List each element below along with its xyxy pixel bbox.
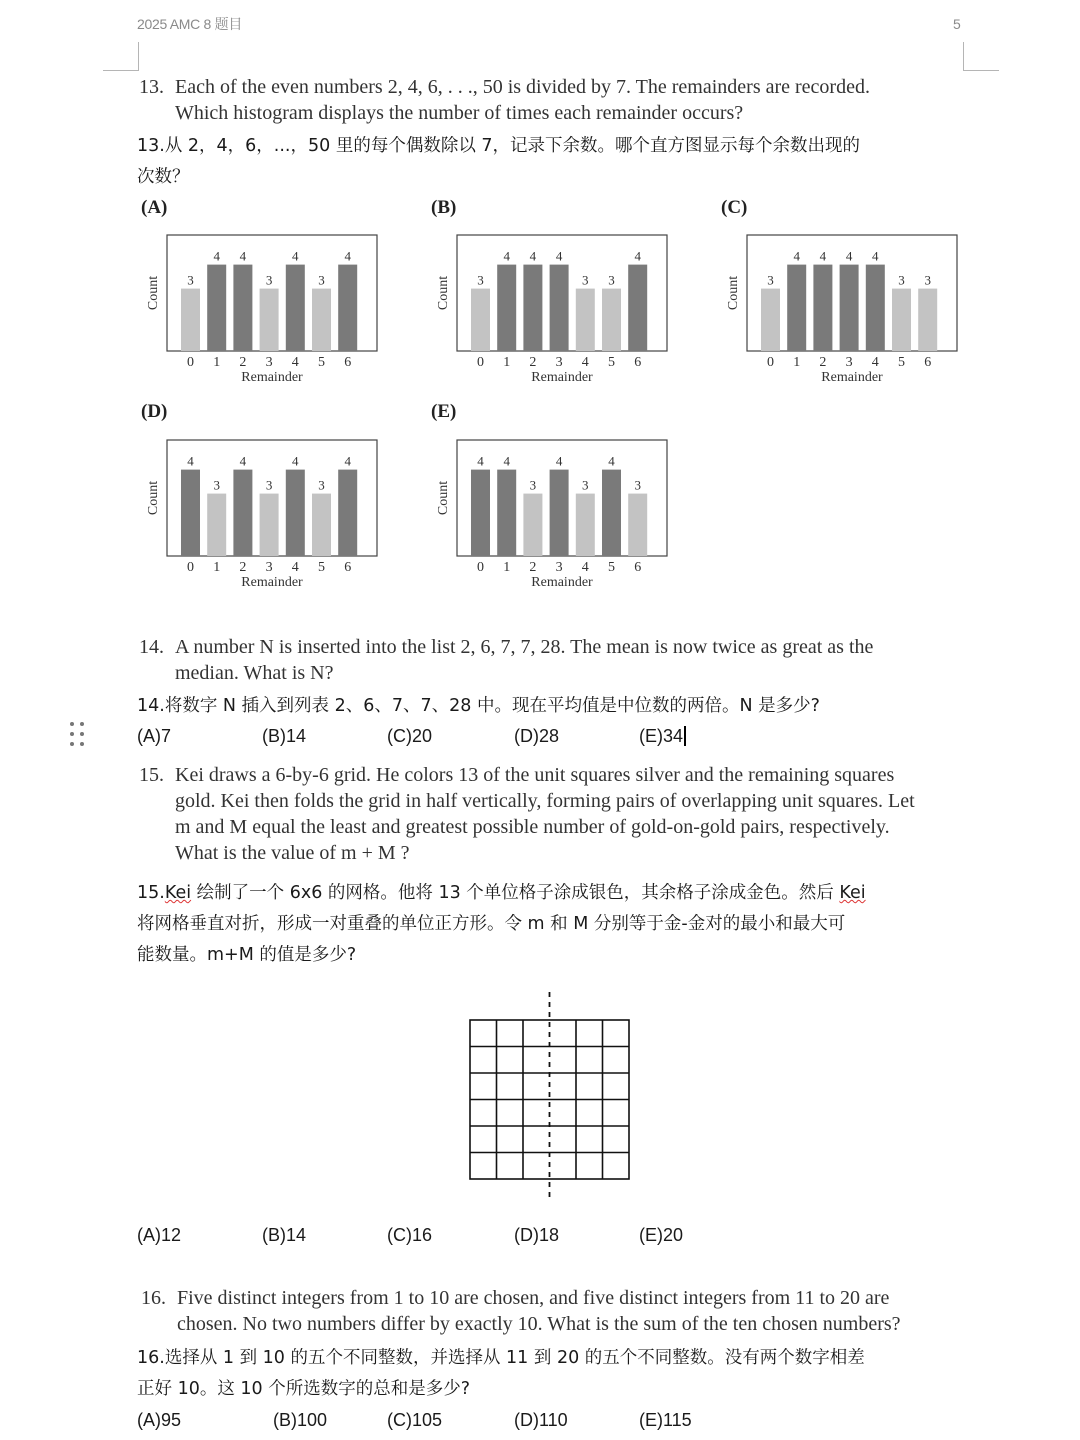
q15-en-line4: What is the value of m + M ? — [175, 842, 410, 864]
x-tick-label: 3 — [265, 355, 273, 370]
histogram-bar — [602, 289, 621, 351]
q15-choice-b[interactable]: (B)14 — [262, 1225, 307, 1245]
bar-value-label: 3 — [265, 272, 273, 288]
histogram-bar — [602, 470, 621, 556]
bar-value-label: 4 — [608, 453, 615, 469]
bar-value-label: 4 — [819, 248, 827, 264]
q16-en-line2: chosen. No two numbers differ by exactly 10. What is the sum of the ten chosen numbers? — [177, 1313, 901, 1335]
x-axis-label: Remainder — [531, 370, 593, 385]
q15-en-line1: Kei draws a 6-by-6 grid. He colors 13 of the unit squares silver and the remaining squares — [175, 764, 895, 786]
page-header-title: 2025 AMC 8 题目 — [137, 16, 243, 32]
histogram-bar — [181, 470, 200, 556]
histogram-svg — [720, 225, 960, 390]
bar-value-label: 3 — [213, 477, 220, 493]
histogram-bar — [523, 494, 542, 556]
x-tick-label: 0 — [767, 355, 774, 370]
q16-number: 16. — [141, 1287, 166, 1309]
histogram-bar — [523, 265, 542, 351]
bar-value-label: 4 — [872, 248, 879, 264]
x-axis-label: Remainder — [241, 575, 303, 590]
histogram-bar — [312, 494, 331, 556]
bar-value-label: 4 — [503, 248, 510, 264]
x-tick-label: 3 — [555, 355, 563, 370]
x-axis-label: Remainder — [241, 370, 303, 385]
q13-english — [139, 74, 969, 126]
histogram-bar — [761, 289, 780, 351]
bar-value-label: 3 — [767, 272, 774, 288]
histogram-bar — [866, 265, 885, 351]
bar-value-label: 3 — [318, 477, 325, 493]
histogram-svg — [140, 430, 380, 595]
q15-choice-a[interactable]: (A)12 — [137, 1225, 182, 1245]
histogram-bar — [550, 470, 569, 556]
q15-cn-prefix: 15. — [137, 883, 165, 903]
histogram-bar — [286, 265, 305, 351]
q15-en-line2: gold. Kei then folds the grid in half vertically, forming pairs of overlapping unit squares. Let — [175, 790, 915, 812]
x-tick-label: 2 — [819, 355, 827, 370]
histogram-c — [720, 225, 960, 395]
histogram-bar — [181, 289, 200, 351]
bar-value-label: 4 — [344, 248, 351, 264]
x-tick-label: 1 — [213, 355, 221, 370]
histogram-bar — [892, 289, 911, 351]
q13-en-line2: Which histogram displays the number of times each remainder occurs? — [175, 102, 744, 124]
q15-english — [139, 762, 969, 866]
x-tick-label: 2 — [529, 560, 537, 575]
q13-chinese — [137, 131, 977, 193]
bar-value-label: 3 — [608, 272, 615, 288]
bar-value-label: 4 — [793, 248, 800, 264]
q16-choice-a[interactable]: (A)95 — [137, 1410, 182, 1430]
margin-corner-top-left — [103, 42, 139, 71]
bar-value-label: 4 — [845, 248, 853, 264]
q14-english — [139, 634, 969, 686]
bar-value-label: 3 — [529, 477, 537, 493]
q14-en-line2: median. What is N? — [175, 662, 334, 684]
bar-value-label: 4 — [213, 248, 220, 264]
histogram-svg — [430, 430, 670, 595]
histogram-label-c[interactable]: (C) — [721, 197, 748, 218]
histogram-svg — [430, 225, 670, 390]
bar-value-label: 3 — [898, 272, 905, 288]
x-tick-label: 0 — [477, 355, 484, 370]
histogram-bar — [338, 265, 357, 351]
bar-value-label: 3 — [634, 477, 641, 493]
x-tick-label: 2 — [529, 355, 537, 370]
histogram-d — [140, 430, 380, 600]
q16-choice-c[interactable]: (C)105 — [387, 1410, 443, 1430]
bar-value-label: 4 — [187, 453, 194, 469]
q13-number: 13. — [139, 76, 164, 98]
x-tick-label: 4 — [581, 560, 589, 575]
q15-cn-line3: 能数量。m+M 的值是多少? — [137, 945, 357, 965]
q15-choice-d[interactable]: (D)18 — [514, 1225, 560, 1245]
x-tick-label: 4 — [291, 560, 299, 575]
histogram-bar — [233, 470, 252, 556]
q15-cn-name-2: Kei — [839, 883, 866, 903]
q15-choice-e[interactable]: (E)20 — [639, 1225, 684, 1245]
q13-en-line1: Each of the even numbers 2, 4, 6, . . ., 50 is divided by 7. The remainders are recorded. — [175, 76, 870, 98]
q15-en-line3: m and M equal the least and greatest possible number of gold-on-gold pairs, respectively. — [175, 816, 890, 838]
x-tick-label: 1 — [503, 355, 511, 370]
x-axis-label: Remainder — [531, 575, 593, 590]
q15-cn-line1: 绘制了一个 6x6 的网格。他将 13 个单位格子涂成银色，其余格子涂成金色。然后 — [191, 883, 840, 903]
x-tick-label: 4 — [581, 355, 589, 370]
x-tick-label: 5 — [318, 560, 325, 575]
drag-handle-icon[interactable] — [70, 722, 88, 750]
histogram-label-a[interactable]: (A) — [141, 197, 168, 218]
histogram-bar — [207, 494, 226, 556]
x-tick-label: 0 — [187, 355, 194, 370]
x-tick-label: 3 — [555, 560, 563, 575]
bar-value-label: 3 — [318, 272, 325, 288]
histogram-bar — [207, 265, 226, 351]
q15-cn-name-1: Kei — [164, 883, 192, 903]
x-tick-label: 3 — [845, 355, 853, 370]
x-tick-label: 0 — [477, 560, 484, 575]
q16-choice-b[interactable]: (B)100 — [273, 1410, 328, 1430]
x-tick-label: 6 — [344, 355, 352, 370]
bar-value-label: 4 — [239, 453, 247, 469]
x-tick-label: 6 — [344, 560, 352, 575]
x-tick-label: 2 — [239, 355, 247, 370]
x-tick-label: 5 — [898, 355, 905, 370]
histogram-svg — [140, 225, 380, 390]
text-cursor — [684, 726, 686, 746]
histogram-bar — [918, 289, 937, 351]
histogram-bar — [260, 289, 279, 351]
histogram-bar — [628, 265, 647, 351]
bar-value-label: 3 — [187, 272, 194, 288]
histogram-bar — [840, 265, 859, 351]
x-tick-label: 4 — [291, 355, 299, 370]
x-tick-label: 1 — [503, 560, 511, 575]
q15-choice-c[interactable]: (C)16 — [387, 1225, 433, 1245]
x-tick-label: 1 — [793, 355, 801, 370]
bar-value-label: 4 — [292, 248, 299, 264]
x-tick-label: 0 — [187, 560, 194, 575]
histogram-bar — [628, 494, 647, 556]
page-number: 5 — [953, 16, 961, 32]
q15-grid-figure — [460, 990, 640, 1205]
x-tick-label: 1 — [213, 560, 221, 575]
x-tick-label: 2 — [239, 560, 247, 575]
histogram-bar — [233, 265, 252, 351]
q16-english — [141, 1285, 971, 1337]
y-axis-label: Count — [146, 480, 161, 516]
q16-cn-line1: 16.选择从 1 到 10 的五个不同整数，并选择从 11 到 20 的五个不同整数。没有两个数字相差 — [137, 1348, 865, 1368]
histogram-bar — [576, 494, 595, 556]
bar-value-label: 4 — [239, 248, 247, 264]
bar-value-label: 3 — [477, 272, 484, 288]
q15-cn-line2: 将网格垂直对折，形成一对重叠的单位正方形。令 m 和 M 分别等于金-金对的最小和最大可 — [137, 914, 846, 934]
q16-cn-line2: 正好 10。这 10 个所选数字的总和是多少? — [137, 1379, 471, 1399]
bar-value-label: 4 — [477, 453, 484, 469]
x-tick-label: 5 — [608, 560, 615, 575]
histogram-bar — [550, 265, 569, 351]
bar-value-label: 4 — [529, 248, 537, 264]
bar-value-label: 3 — [924, 272, 931, 288]
histogram-a — [140, 225, 380, 395]
histogram-bar — [471, 289, 490, 351]
histogram-bar — [312, 289, 331, 351]
q14-choice-e[interactable]: (E)34 — [639, 726, 684, 746]
histogram-bar — [286, 470, 305, 556]
x-tick-label: 6 — [634, 560, 642, 575]
histogram-label-d[interactable]: (D) — [141, 401, 168, 422]
y-axis-label: Count — [436, 480, 451, 516]
x-axis-label: Remainder — [821, 370, 883, 385]
q14-choice-c[interactable]: (C)20 — [387, 726, 433, 746]
q15-chinese — [137, 878, 977, 971]
q14-choice-e-wrap — [639, 726, 683, 747]
y-axis-label: Count — [726, 275, 741, 311]
q14-choice-d[interactable]: (D)28 — [514, 726, 560, 746]
histogram-label-b[interactable]: (B) — [431, 197, 457, 218]
histogram-label-e[interactable]: (E) — [431, 401, 457, 422]
bar-value-label: 4 — [634, 248, 641, 264]
bar-value-label: 4 — [503, 453, 510, 469]
bar-value-label: 4 — [292, 453, 299, 469]
q14-choice-b[interactable]: (B)14 — [262, 726, 307, 746]
x-tick-label: 6 — [924, 355, 932, 370]
bar-value-label: 3 — [265, 477, 273, 493]
bar-value-label: 3 — [582, 272, 589, 288]
q16-chinese — [137, 1343, 977, 1405]
bar-value-label: 4 — [555, 453, 563, 469]
x-tick-label: 6 — [634, 355, 642, 370]
q13-cn-line2: 次数？ — [137, 167, 190, 187]
histogram-bar — [260, 494, 279, 556]
histogram-bar — [813, 265, 832, 351]
x-tick-label: 5 — [318, 355, 325, 370]
x-tick-label: 3 — [265, 560, 273, 575]
x-tick-label: 4 — [871, 355, 879, 370]
q14-en-line1: A number N is inserted into the list 2, 6, 7, 7, 28. The mean is now twice as great as the — [175, 636, 874, 658]
q15-number: 15. — [139, 764, 164, 786]
x-tick-label: 5 — [608, 355, 615, 370]
q13-cn-line1: 13.从 2，4，6，...，50 里的每个偶数除以 7，记录下余数。哪个直方图显示每个余数出现的 — [137, 136, 861, 156]
bar-value-label: 3 — [582, 477, 589, 493]
q16-choice-e[interactable]: (E)115 — [639, 1410, 692, 1430]
q14-chinese: 14.将数字 N 插入到列表 2、6、7、7、28 中。现在平均值是中位数的两倍。N 是多少? — [137, 696, 820, 716]
bar-value-label: 4 — [344, 453, 351, 469]
y-axis-label: Count — [146, 275, 161, 311]
histogram-e — [430, 430, 670, 600]
histogram-bar — [497, 470, 516, 556]
histogram-bar — [497, 265, 516, 351]
q16-choice-d[interactable]: (D)110 — [514, 1410, 568, 1430]
q16-en-line1: Five distinct integers from 1 to 10 are chosen, and five distinct integers from 11 to 20 are — [177, 1287, 890, 1309]
histogram-bar — [338, 470, 357, 556]
histogram-bar — [471, 470, 490, 556]
histogram-bar — [576, 289, 595, 351]
histogram-bar — [787, 265, 806, 351]
histogram-b — [430, 225, 670, 395]
bar-value-label: 4 — [555, 248, 563, 264]
q14-number: 14. — [139, 636, 164, 658]
margin-corner-top-right — [963, 42, 999, 71]
q14-choice-a[interactable]: (A)7 — [137, 726, 172, 746]
y-axis-label: Count — [436, 275, 451, 311]
